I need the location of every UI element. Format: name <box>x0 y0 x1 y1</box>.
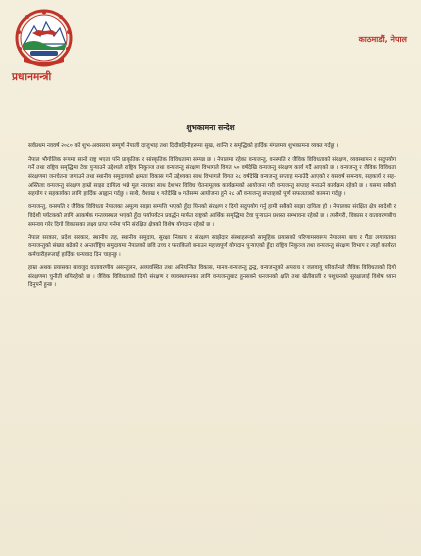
location-text: काठमाडौं, नेपाल <box>358 35 407 44</box>
nepal-coat-of-arms-icon <box>14 8 74 68</box>
paragraph-3: वन्यजन्तु, वनस्पति र जैविक विविधता नेपालका अमूल्य साझा सम्पत्ति भएको हुँदा यिनको संरक्षण र दिगो सदुपयोग गर्नु हामी सबैको साझा दायित्व हो । नेपालका संरक्षित क्षेत्र स्वदेशी र विदेशी पर्यटकको लागि आकर्षक गन्तव्यस्थल भएको हुँदा पर्यापर्यटन प्रवर्द्धन मार्फत राष्ट्रको आर्थिक समृद्धिमा टेवा पुऱ्याउन प्रशस्त सम्भावना रहेको छ । त्यसैगरी, विकास र वातावरणबीच समन्वय गरेर दिगो विकासका लक्ष्य प्राप्त गर्नमा पनि संरक्षित क्षेत्रको विशेष योगदान रहेको छ । <box>28 204 396 228</box>
document-title: शुभकामना सन्देश <box>186 123 235 132</box>
office-name: प्रधानमन्त्री <box>12 71 52 83</box>
paragraph-4: नेपाल सरकार, प्रदेश सरकार, स्थानीय तह, स्थानीय समुदाय, सुरक्षा निकाय र संरक्षण साझेदार संस्थाहरूको सामूहिक प्रयासको परिणामस्वरूप नेपालमा बाघ र गैंडा लगायतका वन्यजन्तुको संख्या बढेको र अन्तर्राष्ट्रिय समुदायमा नेपालको छवि उच्च र फराकिलो बनाउन महत्त्वपूर्ण योगदान पुऱ्याएको हुँदा राष्ट्रिय निकुञ्ज तथा वन्यजन्तु संरक्षण विभाग र त्यहाँ कार्यरत कर्मचारीहरूलाई हार्दिक धन्यवाद दिन चाहन्छु । <box>28 234 396 258</box>
paragraph-2: नेपाल भौगोलिक रूपमा सानो राष्ट्र भएता पनि प्राकृतिक र सांस्कृतिक विविधतामा सम्पन्न छ । नेपालमा रहेका वन्यजन्तु, वनस्पति र जैविक विविधताको संरक्षण, व्यवस्थापन र सदुपयोग गर्ने तथा राष्ट्रिय समृद्धिमा टेवा पुऱ्याउने उद्देश्यले राष्ट्रिय निकुञ्ज तथा वन्यजन्तु संरक्षण विभागले विगत ५० वर्षदेखि वन्यजन्तु संरक्षण कार्य गर्दै आएको छ । वन्यजन्तु र जैविक विविधता संरक्षणमा जनचेतना जगाउने तथा स्थानीय समुदायको क्षमता विकास गर्ने उद्देश्यका साथ विभागले विगत २८ वर्षदेखि वन्यजन्तु सप्ताह मनाउँदै आएको र यसवर्ष समन्वय, सहकार्य र सह-अस्तित्वः वन्यजन्तु संरक्षण हाम्रो साझा दायित्व भन्ने मूल नाराका साथ देशभर विविध चेतनामूलक कार्यक्रमको आयोजना गरी वन्यजन्तु सप्ताह मनाउने कार्यक्रम रहेको छ । यसमा सबैको सहयोग र सहकार्यका लागि हार्दिक आह्वान गर्दछु । साथै, वैशाख १ गतेदेखि ७ गतेसम्म आयोजना हुने २८ औं वन्यजन्तु सप्ताहको पूर्ण सफलताको कामना गर्दछु । <box>28 156 396 198</box>
document-body <box>28 142 396 294</box>
paragraph-5: हाम्रा अथक प्रयासका बावजुद वातावरणीय असन्तुलन, अव्यवस्थित तथा अनियन्त्रित विकास, मानव-वन्यजन्तु द्वन्द्व, वन्यजन्तुको अपराध र जलवायु परिवर्तनले जैविक विविधताको दिगो संरक्षणमा चुनौती थपिरहेको छ । जैविक विविधताको दिगो संरक्षण र व्यवस्थापनका लागि वन्यजन्तुबाट हुनसक्ने धनजनको क्षति तथा खेतीबाली र पशुधनको सुरक्षालाई विशेष ध्यान दिनुपर्ने हुन्छ । <box>28 265 396 289</box>
paragraph-1: सर्वप्रथम नववर्ष २०८० को शुभ-अवसरमा सम्पूर्ण नेपाली दाजुभाइ तथा दिदीबहिनीहरूमा सुख, शान्ति र समृद्धिको हार्दिक मंगलमय शुभकामना व्यक्त गर्दछु । <box>28 143 339 149</box>
